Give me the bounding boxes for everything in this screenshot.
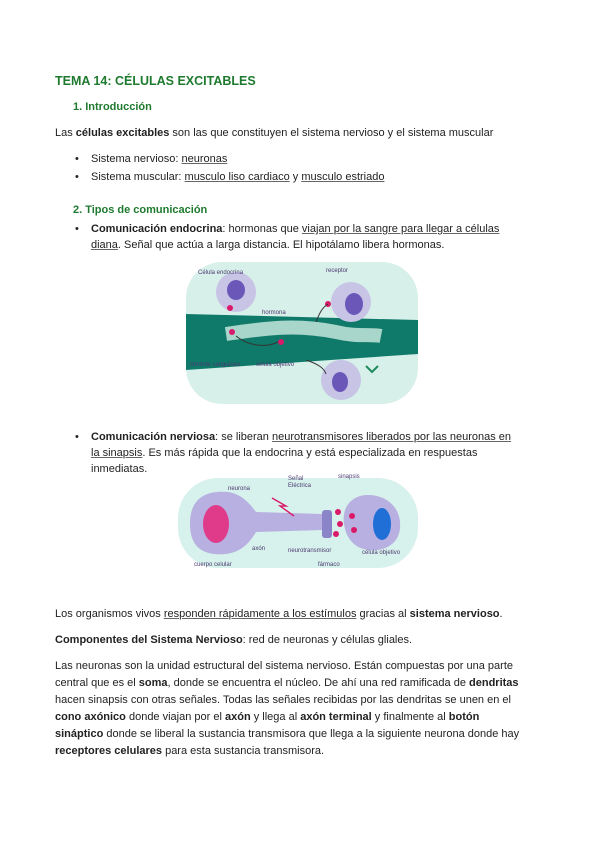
paragraph-stimuli: Los organismos vivos responden rápidamente a los estímulos gracias al sistema nervioso. (55, 608, 503, 620)
nervous-figure (176, 468, 422, 574)
label-synapse: sinapsis (338, 474, 360, 480)
paragraph-components: Componentes del Sistema Nervioso: red de neuronas y células gliales. (55, 634, 413, 646)
label-signal-electric: Eléctrica (288, 483, 312, 489)
label-signal: Señal (288, 476, 304, 482)
page-title: TEMA 14: CÉLULAS EXCITABLES (55, 74, 256, 88)
label-target-cell: célula objetivo (362, 550, 401, 556)
label-hormone: hormona (262, 310, 286, 316)
label-receptor: receptor (326, 268, 349, 274)
label-endocrine-cell: Célula endocrina (198, 270, 244, 276)
label-neurotransmitter: neurotransmisor (288, 548, 332, 554)
label-neuron: neurona (228, 486, 251, 492)
document-page: TEMA 14: CÉLULAS EXCITABLES 1. Introducción Las células excitables son las que constituyen el sistema nervioso y el sistema muscular • Sistema nervioso: neuronas • Sistema muscular: musculo liso cardiaco y musculo estriado 2. Tipos de comunicación • Comunicación endocrina: hormonas que viajan por la sangre para llegar a células diana. Señal que actúa a larga distancia. El hipotálamo libera hormonas. Célula endocrina hormona receptor torrente sanguíneo célula objetivo • Comunicación nerviosa: se liberan neurotransmisores liberados por las neuronas en la sinapsis. Es más rápida que la endocrina y está especializada en respuestas inmediatas. neurona Señal Eléctrica sinapsis axón neurotransmisor fármaco célula objetivo cuerpo celular Los organismos vivos responden rápidamente a los estímulos gracias al sistema nervioso. Componentes del Sistema Nervioso: red de neuronas y células gliales. Las neuronas son la unidad estructural del sistema nervioso. Están compuestas por una parte central que es el soma, donde se encuentra el núcleo. De ahí una red ramificada de dendritas hacen sinapsis con otras señales. Todas las señales recibidas por las dendritas se unen en el cono axónico donde viajan por el axón y llega al axón terminal y finalmente al botón sináptico donde se liberal la sustancia transmisora que llega a la siguiente neurona donde hay receptores celulares para esta sustancia transmisora. (0, 0, 600, 848)
intro-paragraph: Las células excitables son las que constituyen el sistema nervioso y el sistema muscular (55, 127, 494, 139)
label-target-cell: célula objetivo (256, 362, 295, 368)
label-axon: axón (252, 546, 266, 552)
label-cell-body: cuerpo celular (194, 562, 232, 568)
endocrine-figure (186, 262, 418, 404)
section-heading-introduccion: 1. Introducción (73, 101, 152, 113)
paragraph-neurons: Las neuronas son la unidad estructural del sistema nervioso. Están compuestas por una parte central que es el soma, donde se encuentra el núcleo. De ahí una red ramificada de dendritas hacen sinapsis con otras señales. Todas las señales recibidas por las dendritas se unen en el cono axónico donde viajan por el axón y llega al axón terminal y finalmente al botón sináptico donde se liberal la sustancia transmisora que llega a la siguiente neurona donde hay receptores celulares para esta sustancia transmisora. (55, 660, 520, 757)
label-blood-stream: torrente sanguíneo (190, 362, 241, 368)
section-heading-tipos: 2. Tipos de comunicación (73, 204, 208, 216)
label-drug: fármaco (318, 562, 340, 568)
